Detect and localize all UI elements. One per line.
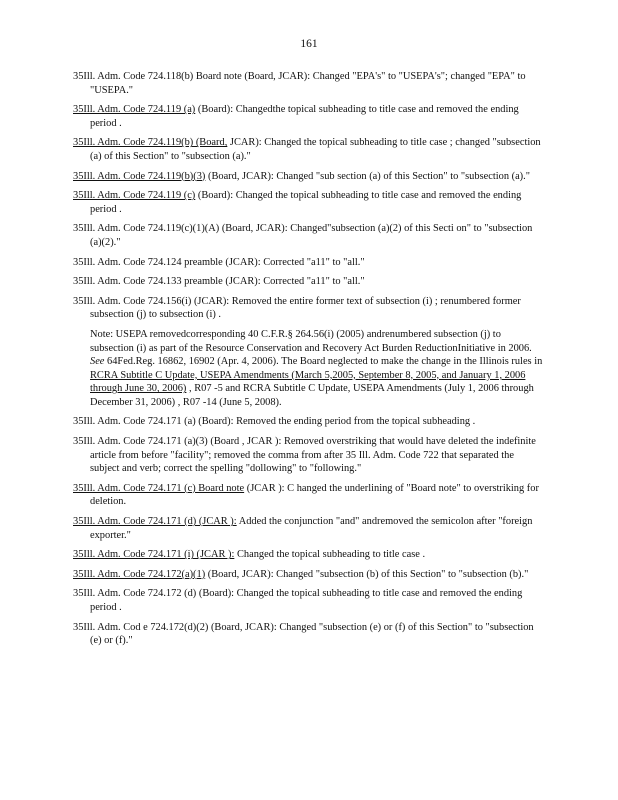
change-description: (JCAR): Corrected "a11" to "all." [225, 276, 365, 288]
amendment-entry [73, 275, 543, 289]
amendment-entry [73, 103, 543, 130]
note-see: See [90, 356, 105, 368]
amendment-entry [73, 621, 543, 648]
change-description: (Board, JCAR): Changed "subsection (e) or (f) of this Section" to "subsection (e) or (f)." [90, 621, 534, 647]
change-description: (Board): Changedthe topical subheading to title case and removed the ending period . [90, 104, 519, 129]
amendment-entry [73, 482, 543, 509]
amendment-entry [73, 435, 543, 476]
note-text-3: , R07 -5 and RCRA Subtitle C Update, USEPA Amendments (July 1, 2006 through December 31, 2006) , R07 -14 (June 5, 2008). [90, 383, 534, 408]
change-description: (JCAR): Corrected "a11" to "all." [225, 256, 365, 268]
amendment-entry [73, 222, 543, 249]
code-citation: 35Ill. Adm. Code 724.119 (a) [73, 104, 196, 116]
change-description: (Board): Removed the ending period from the topical subheading . [198, 416, 476, 428]
code-citation: 35Ill. Adm. Cod e 724.172(d)(2) [73, 621, 209, 633]
usepa-note [90, 328, 543, 410]
code-citation: 35Ill. Adm. Code 724.119(b) (Board, [73, 137, 228, 149]
amendment-entry [73, 189, 543, 216]
code-citation: 35Ill. Adm. Code 724.171 (d) (JCAR ): [73, 516, 237, 528]
code-citation: 35Ill. Adm. Code 724.171 (a) [73, 416, 196, 428]
change-description: (Board , JCAR ): Removed overstriking that would have deleted the indefinite article from before "facility"; removed the comma from after 35 Ill. Adm. Code 722 that separated the subject and verb; correct the spelling "dollowing" to "following." [90, 436, 536, 475]
code-citation: 35Ill. Adm. Code 724.172 (d) [73, 588, 197, 600]
change-description: (Board, JCAR): Changed "subsection (b) of this Section" to "subsection (b)." [207, 568, 529, 580]
note-text-1: Note: USEPA removedcorresponding 40 C.F.R.§ 264.56(i) (2005) andrenumbered subsection (j) to subsection (i) as part of the Resource Conservation and Recovery Act Burden ReductionInitiative in 2006. [90, 328, 532, 354]
code-citation: 35Ill. Adm. Code 724.171 (i) (JCAR ): [73, 549, 235, 561]
amendment-group-2 [73, 415, 543, 647]
code-citation: 35Ill. Adm. Code 724.119(b)(3) [73, 170, 206, 182]
amendment-entry [73, 415, 543, 429]
code-citation: 35Ill. Adm. Code 724.133 preamble [73, 276, 223, 288]
change-description: Added the conjunction "and" andremoved the semicolon after "foreign exporter." [90, 516, 533, 541]
amendment-entry [73, 170, 543, 184]
amendment-entry [73, 256, 543, 270]
code-citation: 35Ill. Adm. Code 724.119 (c) [73, 190, 196, 202]
amendment-entry [73, 587, 543, 614]
change-description: (JCAR): Removed the entire former text of subsection (i) ; renumbered former subsection (j) to subsection (i) . [90, 295, 521, 321]
note-text-2: 64Fed.Reg. 16862, 16902 (Apr. 4, 2006). The Board neglected to make the change in the Illinois rules in [104, 356, 543, 368]
amendment-entry [73, 515, 543, 542]
code-citation: 35Ill. Adm. Code 724.171 (c) Board note [73, 482, 245, 494]
amendment-group-1 [73, 70, 543, 322]
amendment-list [73, 70, 543, 654]
code-citation: 35Ill. Adm. Code 724.118(b) Board note (Board, JCAR): [73, 71, 311, 82]
change-description: (JCAR ): C hanged the underlining of "Board note" to overstriking for deletion. [90, 482, 539, 508]
change-description: JCAR): Changed the topical subheading to title case ; changed "subsection (a) of this Section" to "subsection (a)." [90, 137, 541, 162]
amendment-entry [73, 568, 543, 582]
note-underlined-citation: RCRA Subtitle C Update, USEPA Amendments (March 5,2005, September 8, 2005, and January 1, 2006 through June 30, 2006) [90, 369, 526, 395]
change-description: (Board, JCAR): Changed"subsection (a)(2) of this Secti on" to "subsection (a)(2)." [90, 223, 533, 248]
page-number: 161 [300, 38, 318, 50]
amendment-entry [73, 70, 543, 97]
code-citation: 35Ill. Adm. Code 724.156(i) [73, 295, 192, 307]
change-description: Changed the topical subheading to title case . [236, 549, 426, 561]
change-description: (Board): Changed the topical subheading to title case and removed the ending period . [90, 588, 523, 613]
amendment-entry [73, 295, 543, 322]
code-citation: 35Ill. Adm. Code 724.172(a)(1) [73, 568, 206, 580]
code-citation: 35Ill. Adm. Code 724.171 (a)(3) [73, 436, 208, 448]
change-description: Changed "EPA's" to "USEPA's"; changed "EPA" to "USEPA." [90, 71, 526, 96]
change-description: (Board, JCAR): Changed "sub section (a) of this Section" to "subsection (a)." [207, 170, 530, 182]
amendment-entry [73, 548, 543, 562]
change-description: (Board): Changed the topical subheading to title case and removed the ending period . [90, 190, 522, 215]
code-citation: 35Ill. Adm. Code 724.119(c)(1)(A) [73, 223, 220, 235]
amendment-entry [73, 136, 543, 163]
code-citation: 35Ill. Adm. Code 724.124 preamble [73, 256, 223, 268]
